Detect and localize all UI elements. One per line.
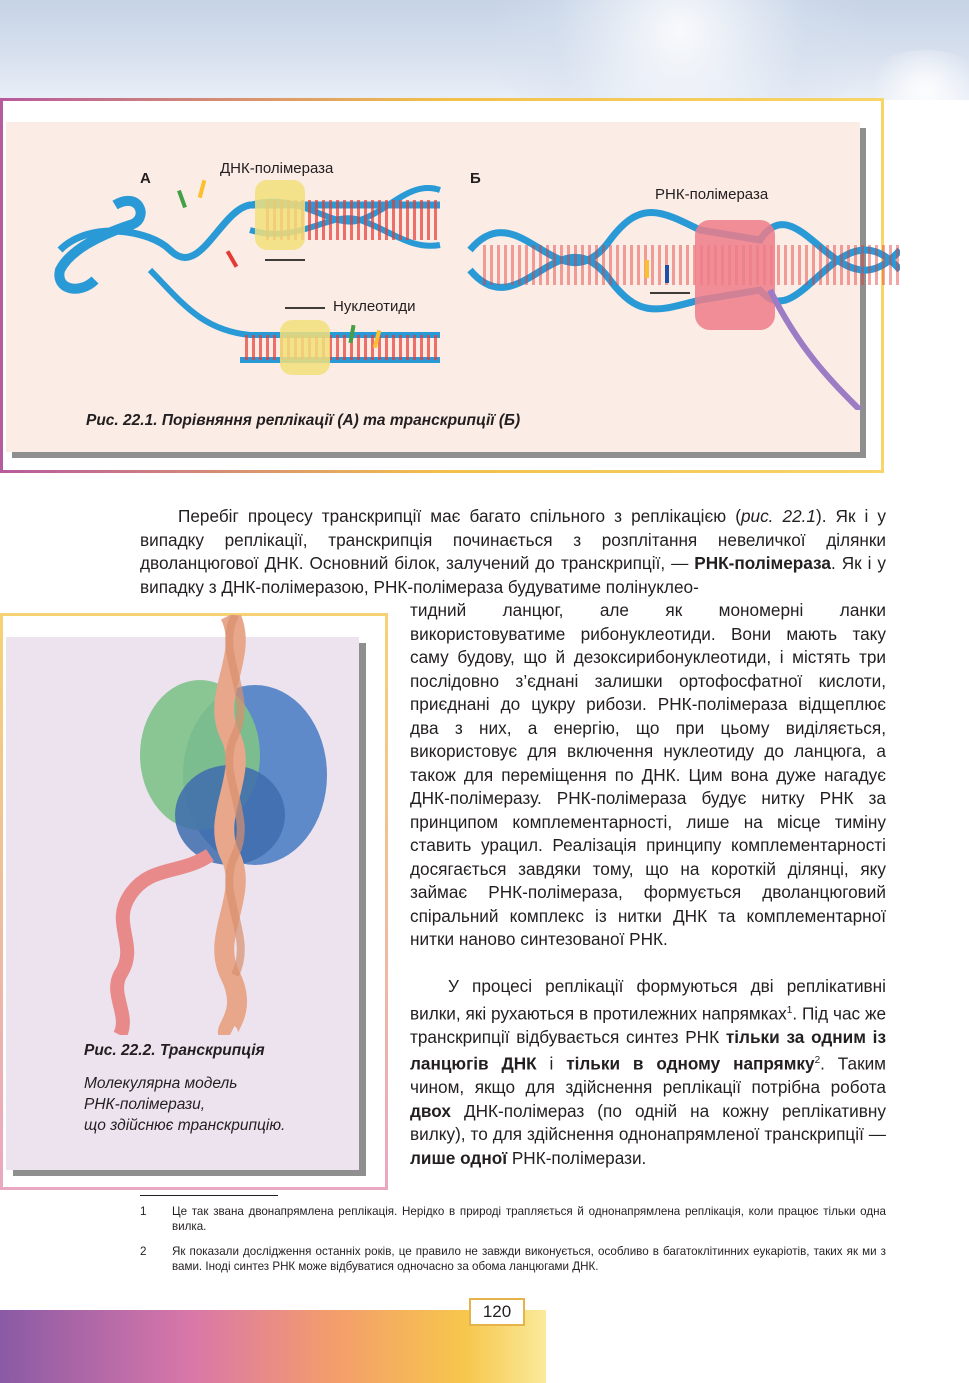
p1-figure-ref: рис. 22.1 (740, 506, 816, 526)
p1-text-a: Перебіг процесу транскрипції має багато спільного з реплікацією ( (178, 506, 741, 526)
figure-label-b: Б (470, 170, 481, 187)
label-rna-polymerase: РНК-полімераза (655, 186, 769, 203)
page-number: 120 (469, 1298, 525, 1326)
paragraph-2: тидний ланцюг, але як мономерні ланки використовуватиме рибонуклеотиди. Вони мають таку саму будову, що й дезоксирибонуклеотиди, і містять три послідовно з’єднані залишки ортофосфатної кислоти, приєднані до цукру рибози. РНК-полімераза відщеплює два з них, а енергію, що при цьому виділяється, використовує для включення нуклеотиду до ланцюга, а також для переміщення по ДНК. Цим вона дуже нагадує ДНК-полімеразу. РНК-полімераза будує нитку РНК за принципом комплементарності, лише на місце тиміну ставить урацил. Реалізація принципу комплементарності досягається завдяки тому, що на короткій ділянці, яку займає РНК-полімераза, формується дволанцюговий спіральний комплекс із нитки ДНК та комплементарної нитки наново синтезованої РНК. (410, 600, 886, 949)
footnote-1-number: 1 (140, 1205, 147, 1218)
p3-bold-1: тільки за одним із ланцюгів ДНК (410, 1026, 886, 1074)
footnote-2-text: Як показали дослідження останніх років, це правило не завжди виконується, особливо в багатоклітинних еукаріотів, таких як ми з вами. Іноді синтез РНК може відбуватися одночасно за обома ланцюгами ДНК. (172, 1245, 886, 1273)
p3-text-e: ДНК-полімераз (по одній на кожну реплікативну вилку), то для здійснення однонапрямленої транскрипції — (410, 1100, 886, 1145)
transcription-diagram (470, 213, 900, 411)
footnote-1-text: Це так звана двонапрямлена реплікація. Нерідко в природі трапляється й однонапрямлена реплікація, коли працює тільки одна вилка. (172, 1205, 886, 1233)
footnote-1 (140, 1205, 886, 1234)
p1-bold-term: РНК-полімераза (694, 553, 831, 573)
paragraph-3 (410, 975, 886, 1170)
figure-2-title: Рис. 22.2. Транскрипція (84, 1042, 265, 1059)
p3-bold-4: лише одної (410, 1147, 508, 1168)
globe-decoration (470, 0, 890, 100)
header-band (0, 0, 969, 100)
label-nucleotides: Нуклеотиди (333, 298, 416, 315)
label-dna-polymerase: ДНК-полімераза (220, 160, 334, 177)
figure-1-illustration (0, 120, 900, 410)
footnote-rule (140, 1195, 278, 1196)
footer-band (0, 1310, 546, 1383)
figure-2-line-1: Молекулярна модель (84, 1075, 238, 1092)
p3-text-f: РНК-полімерази. (507, 1147, 647, 1168)
rna-polymerase-model (90, 615, 380, 1035)
footnote-ref-2: 2 (814, 1055, 821, 1067)
figure-2-line-3: що здійснює транскрипцію. (84, 1117, 286, 1134)
p3-text-c: і (536, 1053, 567, 1074)
footnote-2-number: 2 (140, 1245, 147, 1258)
p1-text-b: ). Як і у випадку реплікації, транскрипція починається з розплітання невеличкої ділянки дволанцюгової ДНК. Основний білок, залучений до транскрипції, — (140, 506, 887, 573)
figure-2-description (84, 1073, 354, 1136)
p1-text-c: . Як і у випадку з ДНК-полімеразою, РНК-полімераза будуватиме полінуклео- (140, 553, 887, 597)
figure-2-line-2: РНК-полімерази, (84, 1096, 206, 1113)
figure-1-caption: Рис. 22.1. Порівняння реплікації (А) та транскрипції (Б) (86, 412, 521, 429)
figure-label-a: А (140, 170, 151, 187)
p3-text-b: . Під час же транскрипції відбувається синтез РНК (410, 1003, 886, 1047)
footnote-ref-1: 1 (786, 1004, 793, 1016)
p3-bold-2: тільки в одному напрямку (566, 1053, 815, 1074)
glow-decoration (860, 50, 969, 100)
p3-text-a: У процесі реплікації формуються дві реплікативні вилки, які рухаються в протилежних напрямках (410, 976, 886, 1024)
replication-diagram (59, 180, 440, 375)
paragraph-1 (140, 505, 886, 599)
p3-text-d: . Таким чином, якщо для здійснення реплікації потрібна робота (410, 1053, 887, 1098)
p3-bold-3: двох (410, 1100, 451, 1121)
footnote-2 (140, 1245, 886, 1274)
